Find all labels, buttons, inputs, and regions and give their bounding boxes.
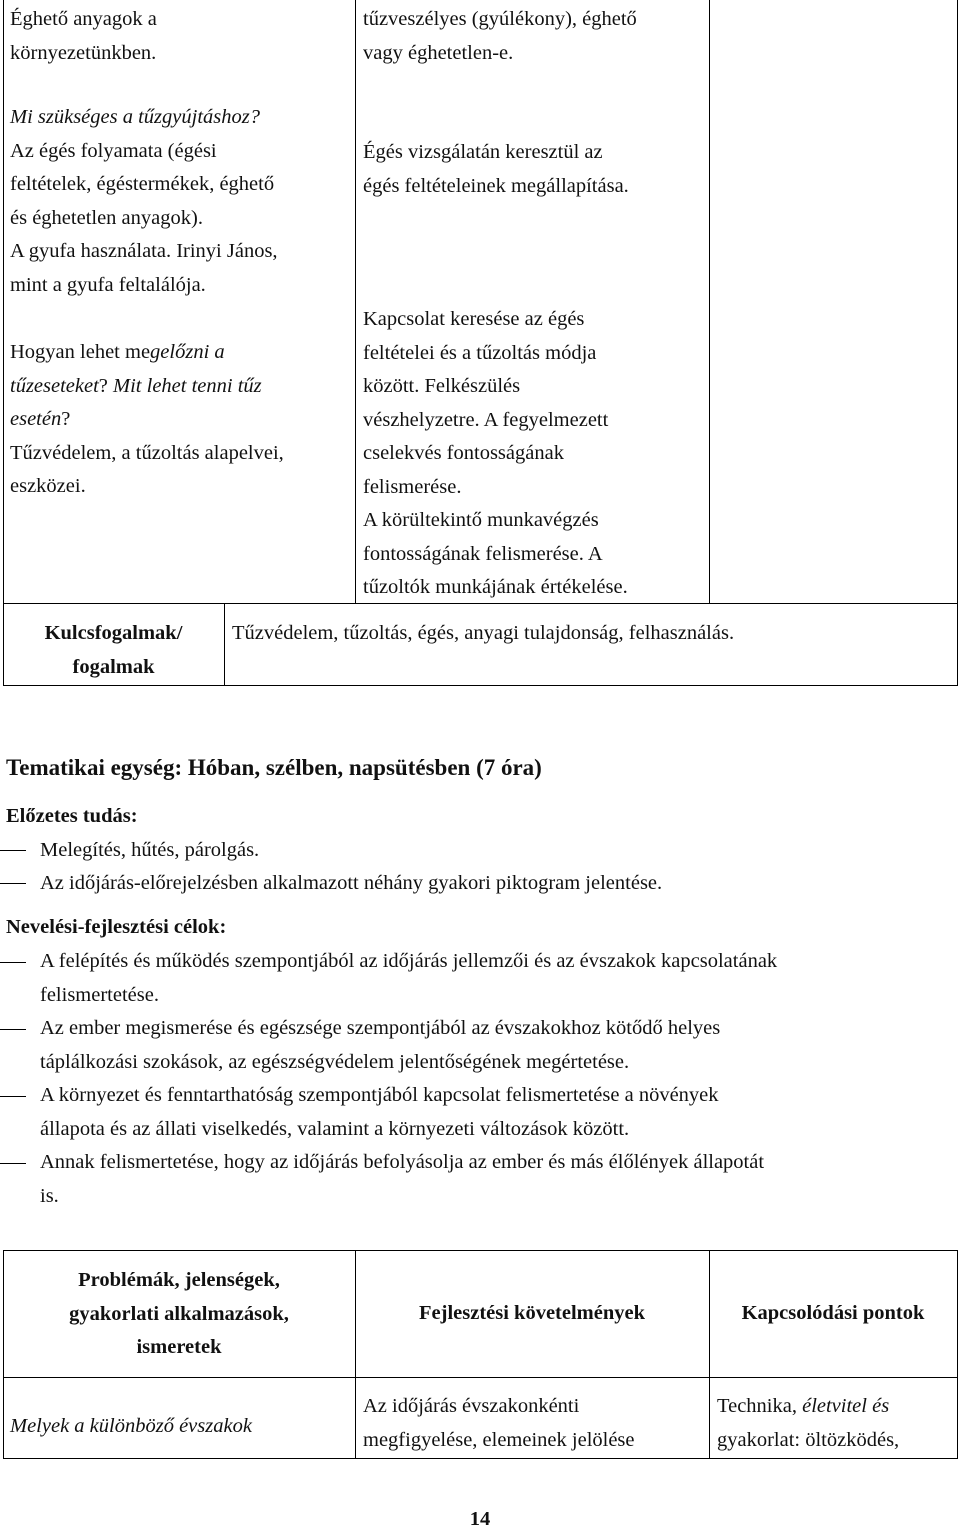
table-border [3, 1377, 958, 1378]
topic-text: Éghető anyagok a környezetünkben. [10, 8, 157, 64]
list-item: A felépítés és működés szempontjából az időjárás jellemzői és az évszakok kapcsolatának felismertetése. [40, 950, 778, 1006]
table-border [3, 0, 4, 686]
requirement-text: Kapcsolat keresése az égés feltételei és a tűzoltás módja között. Felkészülés vészhelyzetre. A fegyelmezett cselekvés fontosságának felismerése. A körültekintő munkavégzés fontosságának felismerése. A tűzoltók munkájának értékelése. [363, 308, 628, 598]
dash-bullet [0, 962, 26, 963]
list-item: Az ember megismerése és egészsége szempontjából az évszakokhoz kötődő helyes táplálkozási szokások, az egészségvédelem jelentőségének megértetése. [40, 1017, 721, 1073]
list-item: A környezet és fenntarthatóság szempontjából kapcsolat felismertetése a növények állapota és az állati viselkedés, valamint a környezeti változások között. [40, 1084, 719, 1140]
section-title: Tematikai egység: Hóban, szélben, napsütésben (7 óra) [6, 755, 542, 780]
table-border [709, 1250, 710, 1459]
dash-bullet [0, 1029, 26, 1030]
dash-bullet [0, 883, 26, 884]
key-concepts-label: Kulcsfogalmak/ fogalmak [44, 622, 183, 678]
list-item: Melegítés, hűtés, párolgás. [40, 839, 260, 861]
table-border [957, 1250, 958, 1459]
table-border [355, 1250, 356, 1459]
list-item: Az időjárás-előrejelzésben alkalmazott néhány gyakori piktogram jelentése. [40, 872, 663, 894]
column-header: Fejlesztési követelmények [419, 1302, 645, 1324]
requirement-text: Égés vizsgálatán keresztül az égés feltételeinek megállapítása. [363, 141, 629, 197]
prior-knowledge-heading: Előzetes tudás: [6, 805, 138, 827]
goals-heading: Nevelési-fejlesztési célok: [6, 916, 227, 938]
table-border [3, 1458, 958, 1459]
topic-text: Hogyan lehet megelőzni a tűzeseteket? Mit lehet tenni tűz esetén? Tűzvédelem, a tűzoltás alapelvei, eszközei. [10, 341, 284, 497]
table-border [3, 685, 958, 686]
table-cell: Melyek a különböző évszakok [10, 1415, 252, 1437]
table-cell: Az időjárás évszakonkénti megfigyelése, elemeinek jelölése [363, 1395, 635, 1451]
table-border [3, 1250, 958, 1251]
requirement-text: tűzveszélyes (gyúlékony), éghető vagy éghetetlen-e. [363, 8, 637, 64]
column-header: Kapcsolódási pontok [741, 1302, 925, 1324]
dash-bullet [0, 850, 26, 851]
dash-bullet [0, 1163, 26, 1164]
topic-text: Mi szükséges a tűzgyújtáshoz? Az égés folyamata (égési feltételek, égéstermékek, éghető és éghetetlen anyagok). A gyufa használata. Irinyi János, mint a gyufa feltalálója. [10, 106, 278, 296]
column-header: Problémák, jelenségek, gyakorlati alkalmazások, ismeretek [69, 1269, 289, 1358]
table-border [224, 603, 225, 686]
page-number: 14 [469, 1508, 491, 1530]
dash-bullet [0, 1096, 26, 1097]
table-border [957, 0, 958, 686]
table-border [355, 0, 356, 603]
list-item: Annak felismertetése, hogy az időjárás befolyásolja az ember és más élőlények állapotát is. [40, 1151, 765, 1207]
table-cell: Technika, életvitel és gyakorlat: öltözködés, [717, 1395, 900, 1451]
key-concepts-value: Tűzvédelem, tűzoltás, égés, anyagi tulajdonság, felhasználás. [232, 622, 735, 644]
table-border [709, 0, 710, 603]
